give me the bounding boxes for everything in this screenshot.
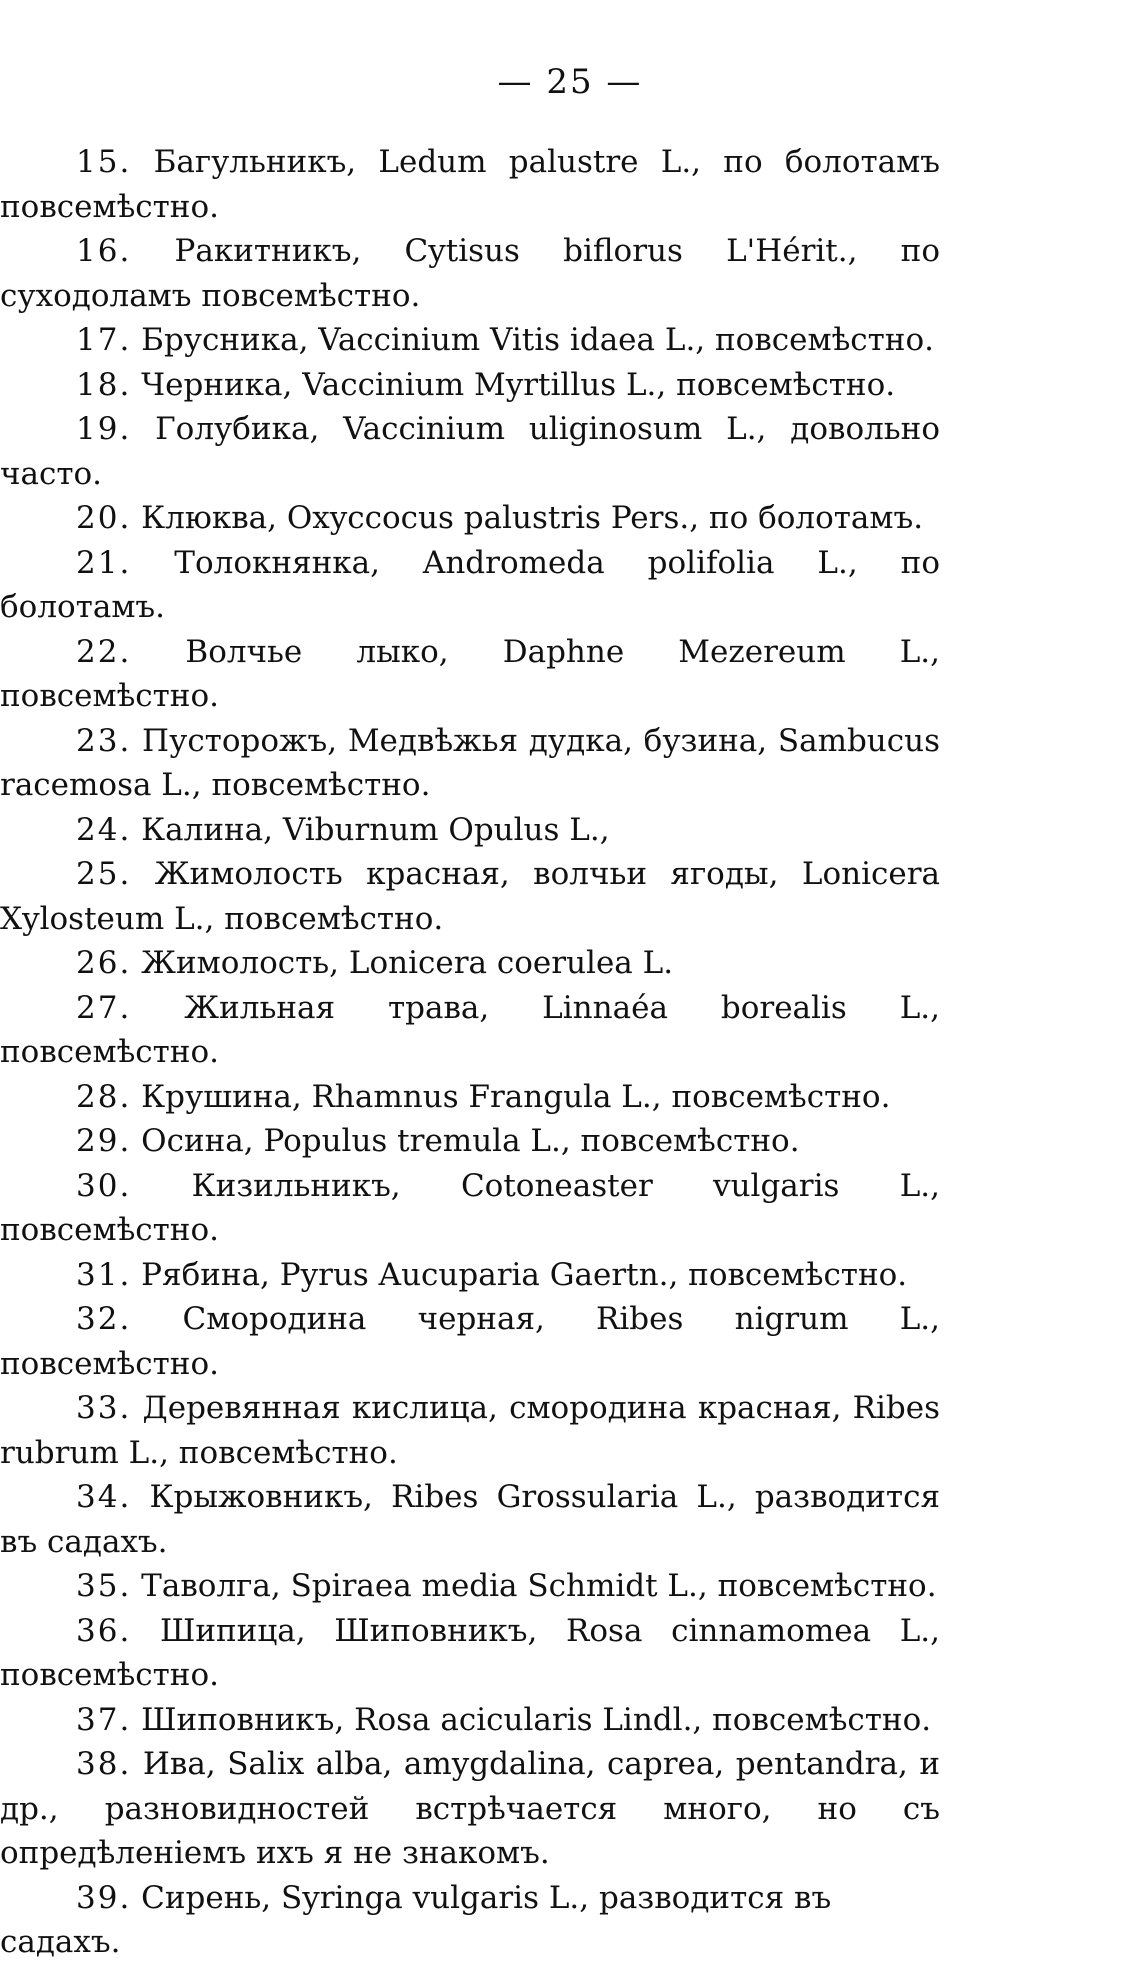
entry-number: 22.: [76, 633, 132, 670]
entry-number: 26.: [76, 945, 132, 981]
entry-text: Крушина, Rhamnus Frangula L., повсемѣстно.: [141, 1078, 891, 1115]
entry-text: Шиповникъ, Rosa acicularis Lindl., повсемѣстно.: [141, 1701, 932, 1738]
list-item: [0, 1386, 940, 1475]
entry-text: Сирень, Syringa vulgaris L., разводится въ садахъ.: [0, 1879, 832, 1960]
list-item: [0, 1119, 940, 1164]
entry-number: 27.: [76, 989, 132, 1026]
list-item: [0, 229, 940, 318]
entry-text: Толокнянка, Andromeda polifolia L., по болотамъ.: [0, 544, 941, 625]
list-item: [0, 318, 940, 363]
entry-text: Ракитникъ, Cytisus biflorus L'Hérit., по суходоламъ повсемѣстно.: [0, 233, 940, 314]
entry-number: 38.: [76, 1746, 132, 1782]
entry-number: 18.: [76, 366, 132, 403]
entry-text: Кизильникъ, Cotoneaster vulgaris L., повсемѣстно.: [0, 1167, 940, 1248]
page-number: — 25 —: [497, 62, 643, 102]
entry-text: Волчье лыко, Daphne Mezereum L., повсемѣстно.: [0, 633, 940, 714]
entry-number: 23.: [76, 722, 132, 759]
list-item: [0, 719, 940, 808]
list-item: [0, 1253, 940, 1298]
entry-text: Крыжовникъ, Ribes Grossularia L., разводится въ садахъ.: [0, 1479, 940, 1560]
list-item: [0, 852, 940, 941]
entry-text: Калина, Viburnum Opulus L.,: [141, 811, 610, 848]
entry-number: 36.: [76, 1612, 132, 1649]
entry-text: Жимолость красная, волчьи ягоды, Lonicera Xylosteum L., повсемѣстно.: [0, 856, 940, 937]
list-item: [0, 808, 940, 853]
list-item: [0, 1609, 940, 1698]
entry-text: Брусника, Vaccinium Vitis idaea L., повсемѣстно.: [141, 322, 934, 358]
entry-number: 35.: [76, 1568, 132, 1604]
list-item: [0, 630, 940, 719]
entry-text: Смородина черная, Ribes nigrum L., повсемѣстно.: [0, 1301, 940, 1382]
entry-text: Клюква, Oxyccocus palustris Pers., по болотамъ.: [141, 500, 924, 536]
list-item: [0, 363, 940, 408]
entry-text: Голубика, Vaccinium uliginosum L., довольно часто.: [0, 411, 940, 492]
entry-text: Багульникъ, Ledum palustre L., по болотамъ повсемѣстно.: [0, 144, 940, 225]
list-item: [0, 496, 940, 541]
list-item: [0, 1698, 940, 1743]
entry-number: 32.: [76, 1301, 132, 1337]
plant-list: [0, 140, 940, 1965]
entry-number: 37.: [76, 1701, 132, 1738]
entry-number: 24.: [76, 811, 132, 848]
list-item: [0, 1297, 940, 1386]
entry-number: 39.: [76, 1879, 132, 1916]
list-item: [0, 407, 940, 496]
entry-number: 29.: [76, 1123, 132, 1159]
entry-text: Осина, Populus tremula L., повсемѣстно.: [141, 1123, 800, 1159]
list-item: [0, 941, 940, 986]
entry-text: Пусторожъ, Медвѣжья дудка, бузина, Sambucus racemosa L., повсемѣстно.: [0, 722, 941, 803]
entry-number: 30.: [76, 1167, 132, 1204]
list-item: [0, 1475, 940, 1564]
list-item: [0, 541, 940, 630]
entry-number: 21.: [76, 544, 132, 581]
entry-text: Жимолость, Lonicera coerulea L.: [141, 945, 674, 981]
entry-number: 16.: [76, 233, 132, 269]
entry-text: Черника, Vaccinium Myrtillus L., повсемѣстно.: [141, 366, 896, 403]
entry-number: 28.: [76, 1078, 132, 1115]
list-item: [0, 986, 940, 1075]
entry-text: Деревянная кислица, смородина красная, Ribes rubrum L., повсемѣстно.: [0, 1390, 941, 1471]
list-item: [0, 1564, 940, 1609]
entry-text: Ива, Salix alba, amygdalina, caprea, pentandra, и др., разновидностей встрѣчается много, но съ опредѣленіемъ ихъ я не знакомъ.: [0, 1746, 941, 1871]
list-item: [0, 1164, 940, 1253]
list-item: [0, 1075, 940, 1120]
entry-number: 33.: [76, 1390, 132, 1426]
entry-number: 31.: [76, 1256, 132, 1293]
entry-text: Рябина, Pyrus Aucuparia Gaertn., повсемѣстно.: [141, 1256, 908, 1293]
entry-number: 17.: [76, 322, 132, 358]
list-item: [0, 1876, 940, 1965]
entry-number: 15.: [76, 144, 132, 180]
entry-number: 19.: [76, 411, 132, 447]
list-item: [0, 1742, 940, 1876]
entry-text: Жильная трава, Linnaéa borealis L., повсемѣстно.: [0, 989, 940, 1070]
entry-number: 34.: [76, 1479, 132, 1515]
entry-number: 25.: [76, 856, 132, 892]
entry-number: 20.: [76, 500, 132, 536]
entry-text: Таволга, Spiraea media Schmidt L., повсемѣстно.: [141, 1568, 937, 1604]
list-item: [0, 140, 940, 229]
entry-text: Шипица, Шиповникъ, Rosa cinnamomea L., повсемѣстно.: [0, 1612, 941, 1693]
